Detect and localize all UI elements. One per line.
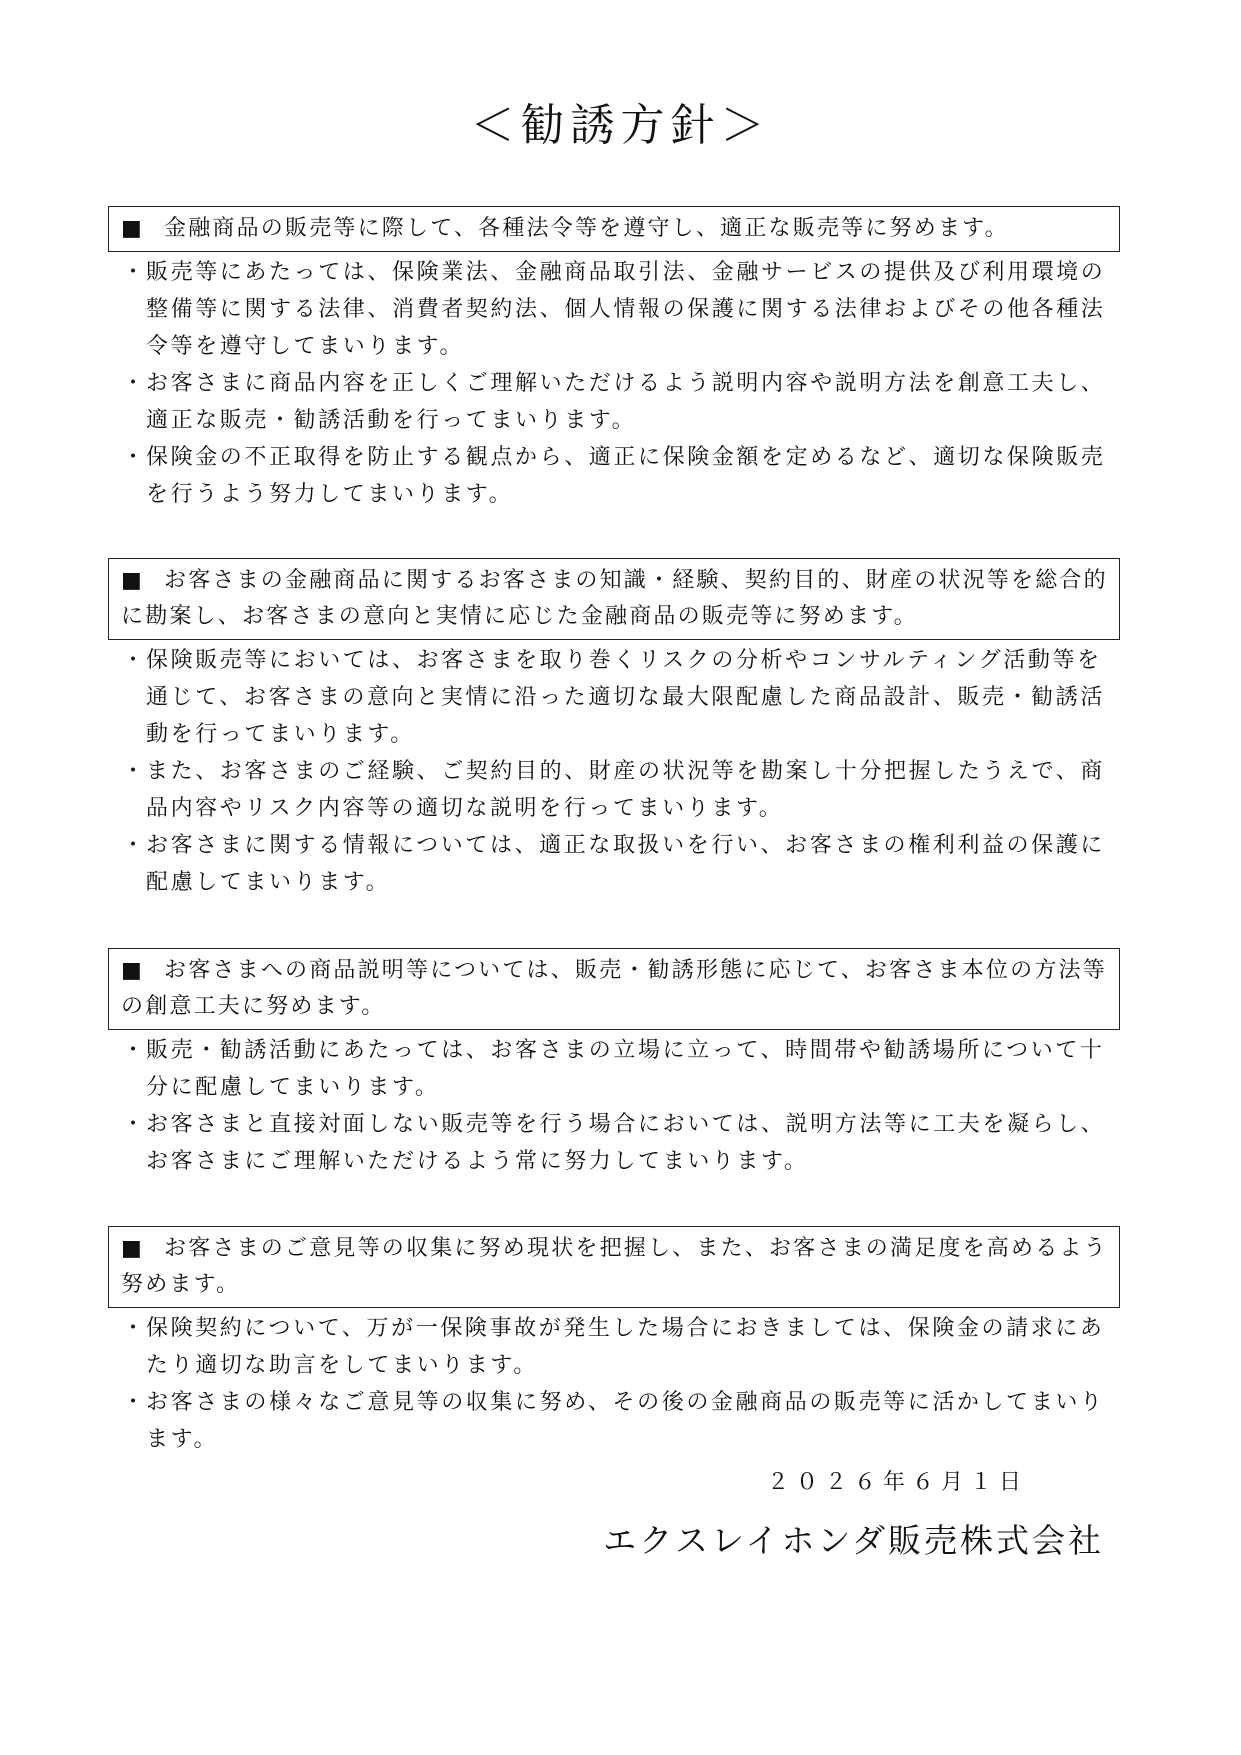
list-item-text: お客さまの様々なご意見等の収集に努め、その後の金融商品の販売等に活かしてまいります。 [146,1390,1105,1452]
dot-bullet: ・ [122,648,147,673]
page-title: ＜勧誘方針＞ [470,100,771,151]
list-item-text: 販売・勧誘活動にあたっては、お客さまの立場に立って、時間帯や勧誘場所について十分に配慮してまいります。 [146,1038,1105,1100]
dot-bullet: ・ [122,260,147,285]
square-bullet-icon: ■ [121,1236,144,1261]
square-bullet-icon: ■ [121,958,144,983]
section-items [108,254,1120,513]
section-heading-box [108,1226,1120,1308]
section-heading-box [108,206,1120,252]
section-heading: お客さまの金融商品に関するお客さまの知識・経験、契約目的、財産の状況等を総合的に勘案し、お客さまの意向と実情に応じた金融商品の販売等に努めます。 [121,568,1108,629]
list-item [108,753,1120,827]
section-items [108,1032,1120,1180]
section-heading-box [108,948,1120,1030]
dot-bullet: ・ [122,445,147,470]
list-item [108,254,1120,365]
dot-bullet: ・ [122,371,147,396]
list-item [108,1384,1120,1458]
section-heading: 金融商品の販売等に際して、各種法令等を遵守し、適正な販売等に努めます。 [164,216,1009,241]
list-item [108,1106,1120,1180]
list-item [108,642,1120,753]
policy-section-2 [108,558,1120,901]
list-item-text: お客さまに商品内容を正しくご理解いただけるよう説明内容や説明方法を創意工夫し、適正な販売・勧誘活動を行ってまいります。 [146,371,1106,433]
list-item [108,1032,1120,1106]
square-bullet-icon: ■ [121,568,144,593]
list-item-text: お客さまに関する情報については、適正な取扱いを行い、お客さまの権利利益の保護に配慮してまいります。 [146,833,1105,895]
section-heading-box [108,558,1120,640]
list-item-text: 保険契約について、万が一保険事故が発生した場合におきましては、保険金の請求にあたり適切な助言をしてまいります。 [146,1316,1105,1378]
section-heading: お客さまへの商品説明等については、販売・勧誘形態に応じて、お客さま本位の方法等の創意工夫に努めます。 [121,958,1107,1019]
company-name: エクスレイホンダ販売株式会社 [603,1521,1104,1560]
section-items [108,1310,1120,1458]
dot-bullet: ・ [122,1038,147,1063]
section-heading: お客さまのご意見等の収集に努め現状を把握し、また、お客さまの満足度を高めるよう努めます。 [121,1236,1108,1297]
square-bullet-icon: ■ [121,216,144,241]
dot-bullet: ・ [122,1390,147,1415]
list-item [108,827,1120,901]
section-items [108,642,1120,901]
list-item-text: お客さまと直接対面しない販売等を行う場合においては、説明方法等に工夫を凝らし、お客さまにご理解いただけるよう常に努力してまいります。 [146,1112,1106,1174]
list-item [108,439,1120,513]
policy-section-3 [108,948,1120,1180]
list-item [108,1310,1120,1384]
dot-bullet: ・ [122,759,147,784]
dot-bullet: ・ [122,1112,147,1137]
list-item [108,365,1120,439]
list-item-text: 販売等にあたっては、保険業法、金融商品取引法、金融サービスの提供及び利用環境の整備等に関する法律、消費者契約法、個人情報の保護に関する法律およびその他各種法令等を遵守してまいります。 [146,260,1106,359]
list-item-text: 保険金の不正取得を防止する観点から、適正に保険金額を定めるなど、適切な保険販売を行うよう努力してまいります。 [146,445,1106,507]
policy-section-1 [108,206,1120,513]
list-item-text: また、お客さまのご経験、ご契約目的、財産の状況等を勘案し十分把握したうえで、商品内容やリスク内容等の適切な説明を行ってまいります。 [146,759,1105,821]
dot-bullet: ・ [122,1316,147,1341]
issue-date: ２０２６年６月１日 [766,1470,1028,1495]
policy-section-4 [108,1226,1120,1458]
dot-bullet: ・ [122,833,147,858]
list-item-text: 保険販売等においては、お客さまを取り巻くリスクの分析やコンサルティング活動等を通じて、お客さまの意向と実情に沿った適切な最大限配慮した商品設計、販売・勧誘活動を行ってまいります。 [146,648,1105,747]
